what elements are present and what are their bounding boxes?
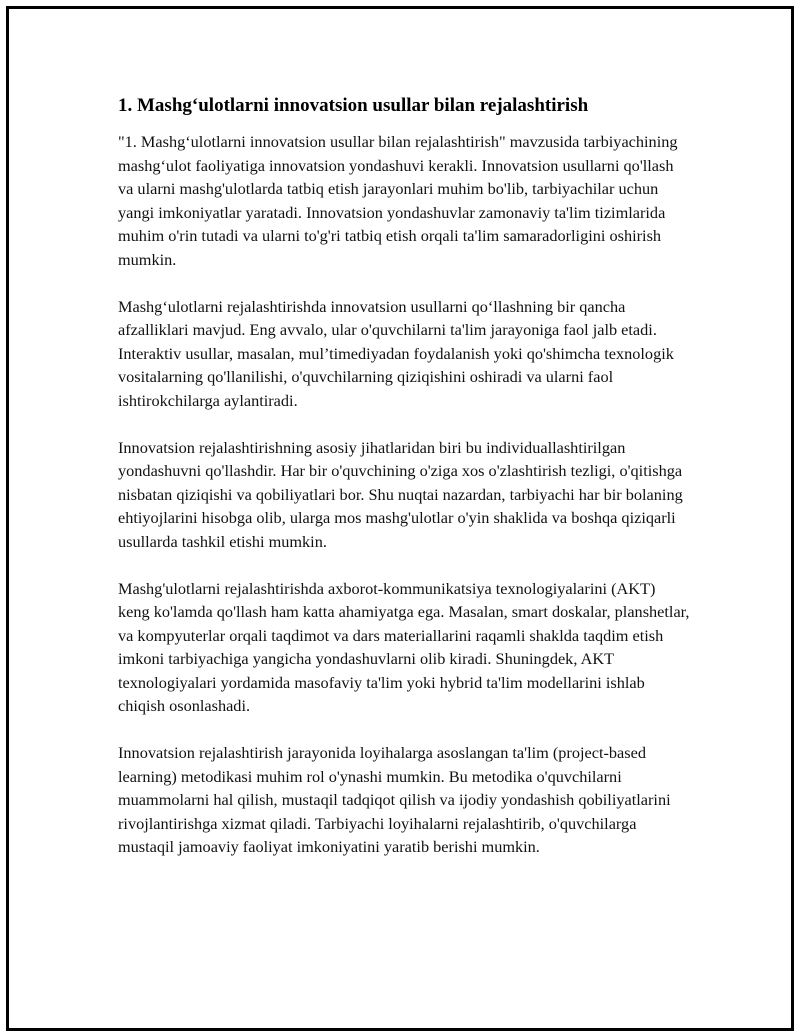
paragraph-3: Innovatsion rejalashtirishning asosiy jihatlaridan biri bu individuallashtirilgan yondashuvni qo'llashdir. Har bir o'quvchining o'ziga xos o'zlashtirish tezligi, o'qitishga nisbatan qiziqishi va qobiliyatlari bor. Shu nuqtai nazardan, tarbiyachi har bir bolaning ehtiyojlarini hisobga olib, ularga mos mashg'ulotlar o'yin shaklida va boshqa qiziqarli usullarda tashkil etishi mumkin. — [118, 437, 683, 551]
paragraph-2: Mashg‘ulotlarni rejalashtirishda innovatsion usullarni qo‘llashning bir qancha afzalliklari mavjud. Eng avvalo, ular o'quvchilarni ta'lim jarayoniga faol jalb etadi. Interaktiv usullar, masalan, mul’timediyadan foydalanish yoki qo'shimcha texnologik vositalarning qo'llanilishi, o'quvchilarning qiziqishini oshiradi va ularni faol ishtirokchilarga aylantiradi. — [118, 296, 674, 410]
paragraph-4: Mashg'ulotlarni rejalashtirishda axborot-kommunikatsiya texnologiyalarini (AKT) keng ko'lamda qo'llash ham katta ahamiyatga ega. Masalan, smart doskalar, planshetlar, va kompyuterlar orqali taqdimot va dars materiallarini raqamli shaklda taqdim etish imkoni tarbiyachiga yangicha yondashuvlarni olib kiradi. Shuningdek, AKT texnologiyalari yordamida masofaviy ta'lim yoki hybrid ta'lim modellarini ishlab chiqish osonlashadi. — [118, 578, 690, 716]
paragraph-1: "1. Mashg‘ulotlarni innovatsion usullar bilan rejalashtirish" mavzusida tarbiyachining mashg‘ulot faoliyatiga innovatsion yondashuvi kerakli. Innovatsion usullarni qo'llash va ularni mashg'ulotlarda tatbiq etish jarayonlari muhim bo'lib, tarbiyachilar uchun yangi imkoniyatlar yaratadi. Innovatsion yondashuvlar zamonaviy ta'lim tizimlarida muhim o'rin tutadi va ularni to'g'ri tatbiq etish orqali ta'lim samaradorligini oshirish mumkin. — [118, 132, 678, 269]
document-title: 1. Mashg‘ulotlarni innovatsion usullar bilan rejalashtirish — [118, 95, 589, 116]
document-body — [118, 94, 690, 882]
paragraph-5: Innovatsion rejalashtirish jarayonida loyihalarga asoslangan ta'lim (project-based learning) metodikasi muhim rol o'ynashi mumkin. Bu metodika o'quvchilarni muammolarni hal qilish, mustaqil tadqiqot qilish va ijodiy yondashish qobiliyatlarini rivojlantirishga xizmat qiladi. Tarbiyachi loyihalarni rejalashtirib, o'quvchilarga mustaqil jamoaviy faoliyat imkoniyatini yaratib berishi mumkin. — [118, 743, 671, 857]
